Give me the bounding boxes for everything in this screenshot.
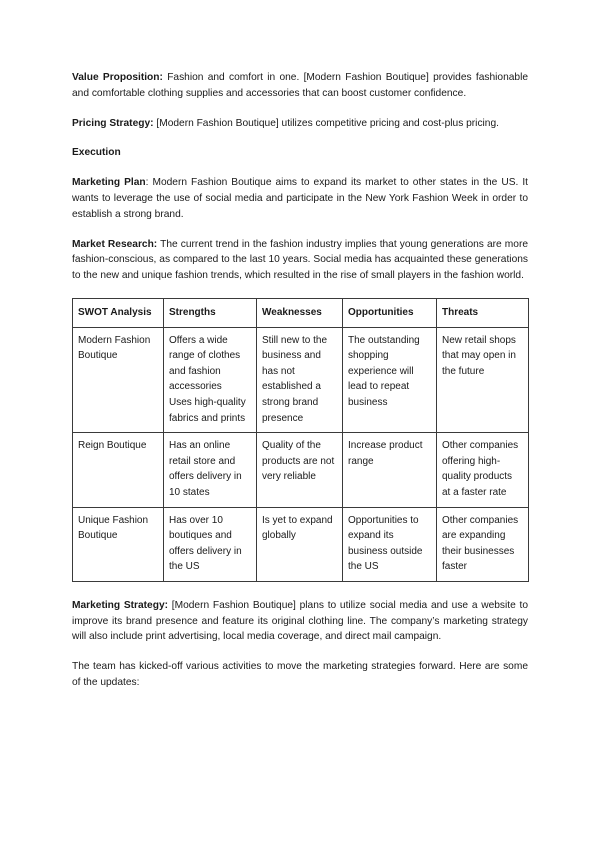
swot-weaknesses-cell: Quality of the products are not very reliable [257, 433, 343, 507]
swot-strengths-cell: Has an online retail store and offers delivery in 10 states [164, 433, 257, 507]
marketing-plan-label: Marketing Plan [72, 177, 146, 189]
swot-company-cell: Unique Fashion Boutique [73, 507, 164, 581]
table-row [73, 507, 529, 581]
market-research-label: Market Research: [72, 238, 158, 250]
swot-strengths-cell: Has over 10 boutiques and offers delivery in the US [164, 507, 257, 581]
swot-weaknesses-cell: Is yet to expand globally [257, 507, 343, 581]
swot-header-strengths: Strengths [164, 298, 257, 327]
swot-opportunities-cell: Opportunities to expand its business outside the US [343, 507, 437, 581]
swot-threats-cell: Other companies are expanding their businesses faster [437, 507, 529, 581]
execution-heading: Execution [72, 147, 121, 159]
swot-header-weaknesses: Weaknesses [257, 298, 343, 327]
marketing-plan-paragraph [72, 175, 528, 222]
marketing-strategy-label: Marketing Strategy: [72, 599, 169, 611]
swot-header-analysis: SWOT Analysis [73, 298, 164, 327]
document-body [72, 70, 528, 705]
market-research-text: The current trend in the fashion industry implies that young generations are more fashion-conscious, as compared to the last 10 years. Social media has acquainted these generations to the new and unique fashion trends, which resulted in the rise of small players in the fashion world. [72, 238, 528, 282]
swot-strengths-text: Offers a wide range of clothes and fashion accessories [169, 334, 241, 393]
swot-header-row [73, 298, 529, 327]
swot-threats-cell: New retail shops that may open in the future [437, 327, 529, 433]
pricing-strategy-paragraph [72, 116, 528, 132]
table-row [73, 433, 529, 507]
swot-weaknesses-cell: Still new to the business and has not established a strong brand presence [257, 327, 343, 433]
value-proposition-label: Value Proposition: [72, 72, 163, 83]
swot-strengths-cell [164, 327, 257, 433]
swot-header-threats: Threats [437, 298, 529, 327]
swot-strengths-extra-text: Uses high-quality fabrics and prints [169, 396, 246, 424]
swot-company-cell: Reign Boutique [73, 433, 164, 507]
swot-header-opportunities: Opportunities [343, 298, 437, 327]
marketing-strategy-text: [Modern Fashion Boutique] plans to utilize social media and use a website to improve its brand presence and feature its original clothing line. The company’s marketing strategy will also include print advertising, local media coverage, and direct mail campaign. [72, 599, 528, 643]
market-research-paragraph [72, 237, 528, 284]
swot-threats-cell: Other companies offering high-quality products at a faster rate [437, 433, 529, 507]
table-row [73, 327, 529, 433]
pricing-strategy-text: [Modern Fashion Boutique] utilizes competitive pricing and cost-plus pricing. [156, 117, 499, 129]
swot-company-cell: Modern Fashion Boutique [73, 327, 164, 433]
pricing-strategy-label: Pricing Strategy: [72, 117, 154, 129]
closing-paragraph: The team has kicked-off various activities to move the marketing strategies forward. Here are some of the updates: [72, 661, 528, 689]
marketing-plan-text: : Modern Fashion Boutique aims to expand its market to other states in the US. It wants to leverage the use of social media and participate in the New York Fashion Week in order to establish a strong brand. [72, 177, 528, 220]
swot-table [72, 298, 529, 582]
value-proposition-paragraph [72, 70, 528, 102]
swot-opportunities-cell: The outstanding shopping experience will lead to repeat business [343, 327, 437, 433]
marketing-strategy-paragraph [72, 598, 528, 645]
swot-opportunities-cell: Increase product range [343, 433, 437, 507]
value-proposition-text: Fashion and comfort in one. [Modern Fashion Boutique] provides fashionable and comfortable clothing supplies and accessories that can boost customer confidence. [72, 72, 528, 99]
